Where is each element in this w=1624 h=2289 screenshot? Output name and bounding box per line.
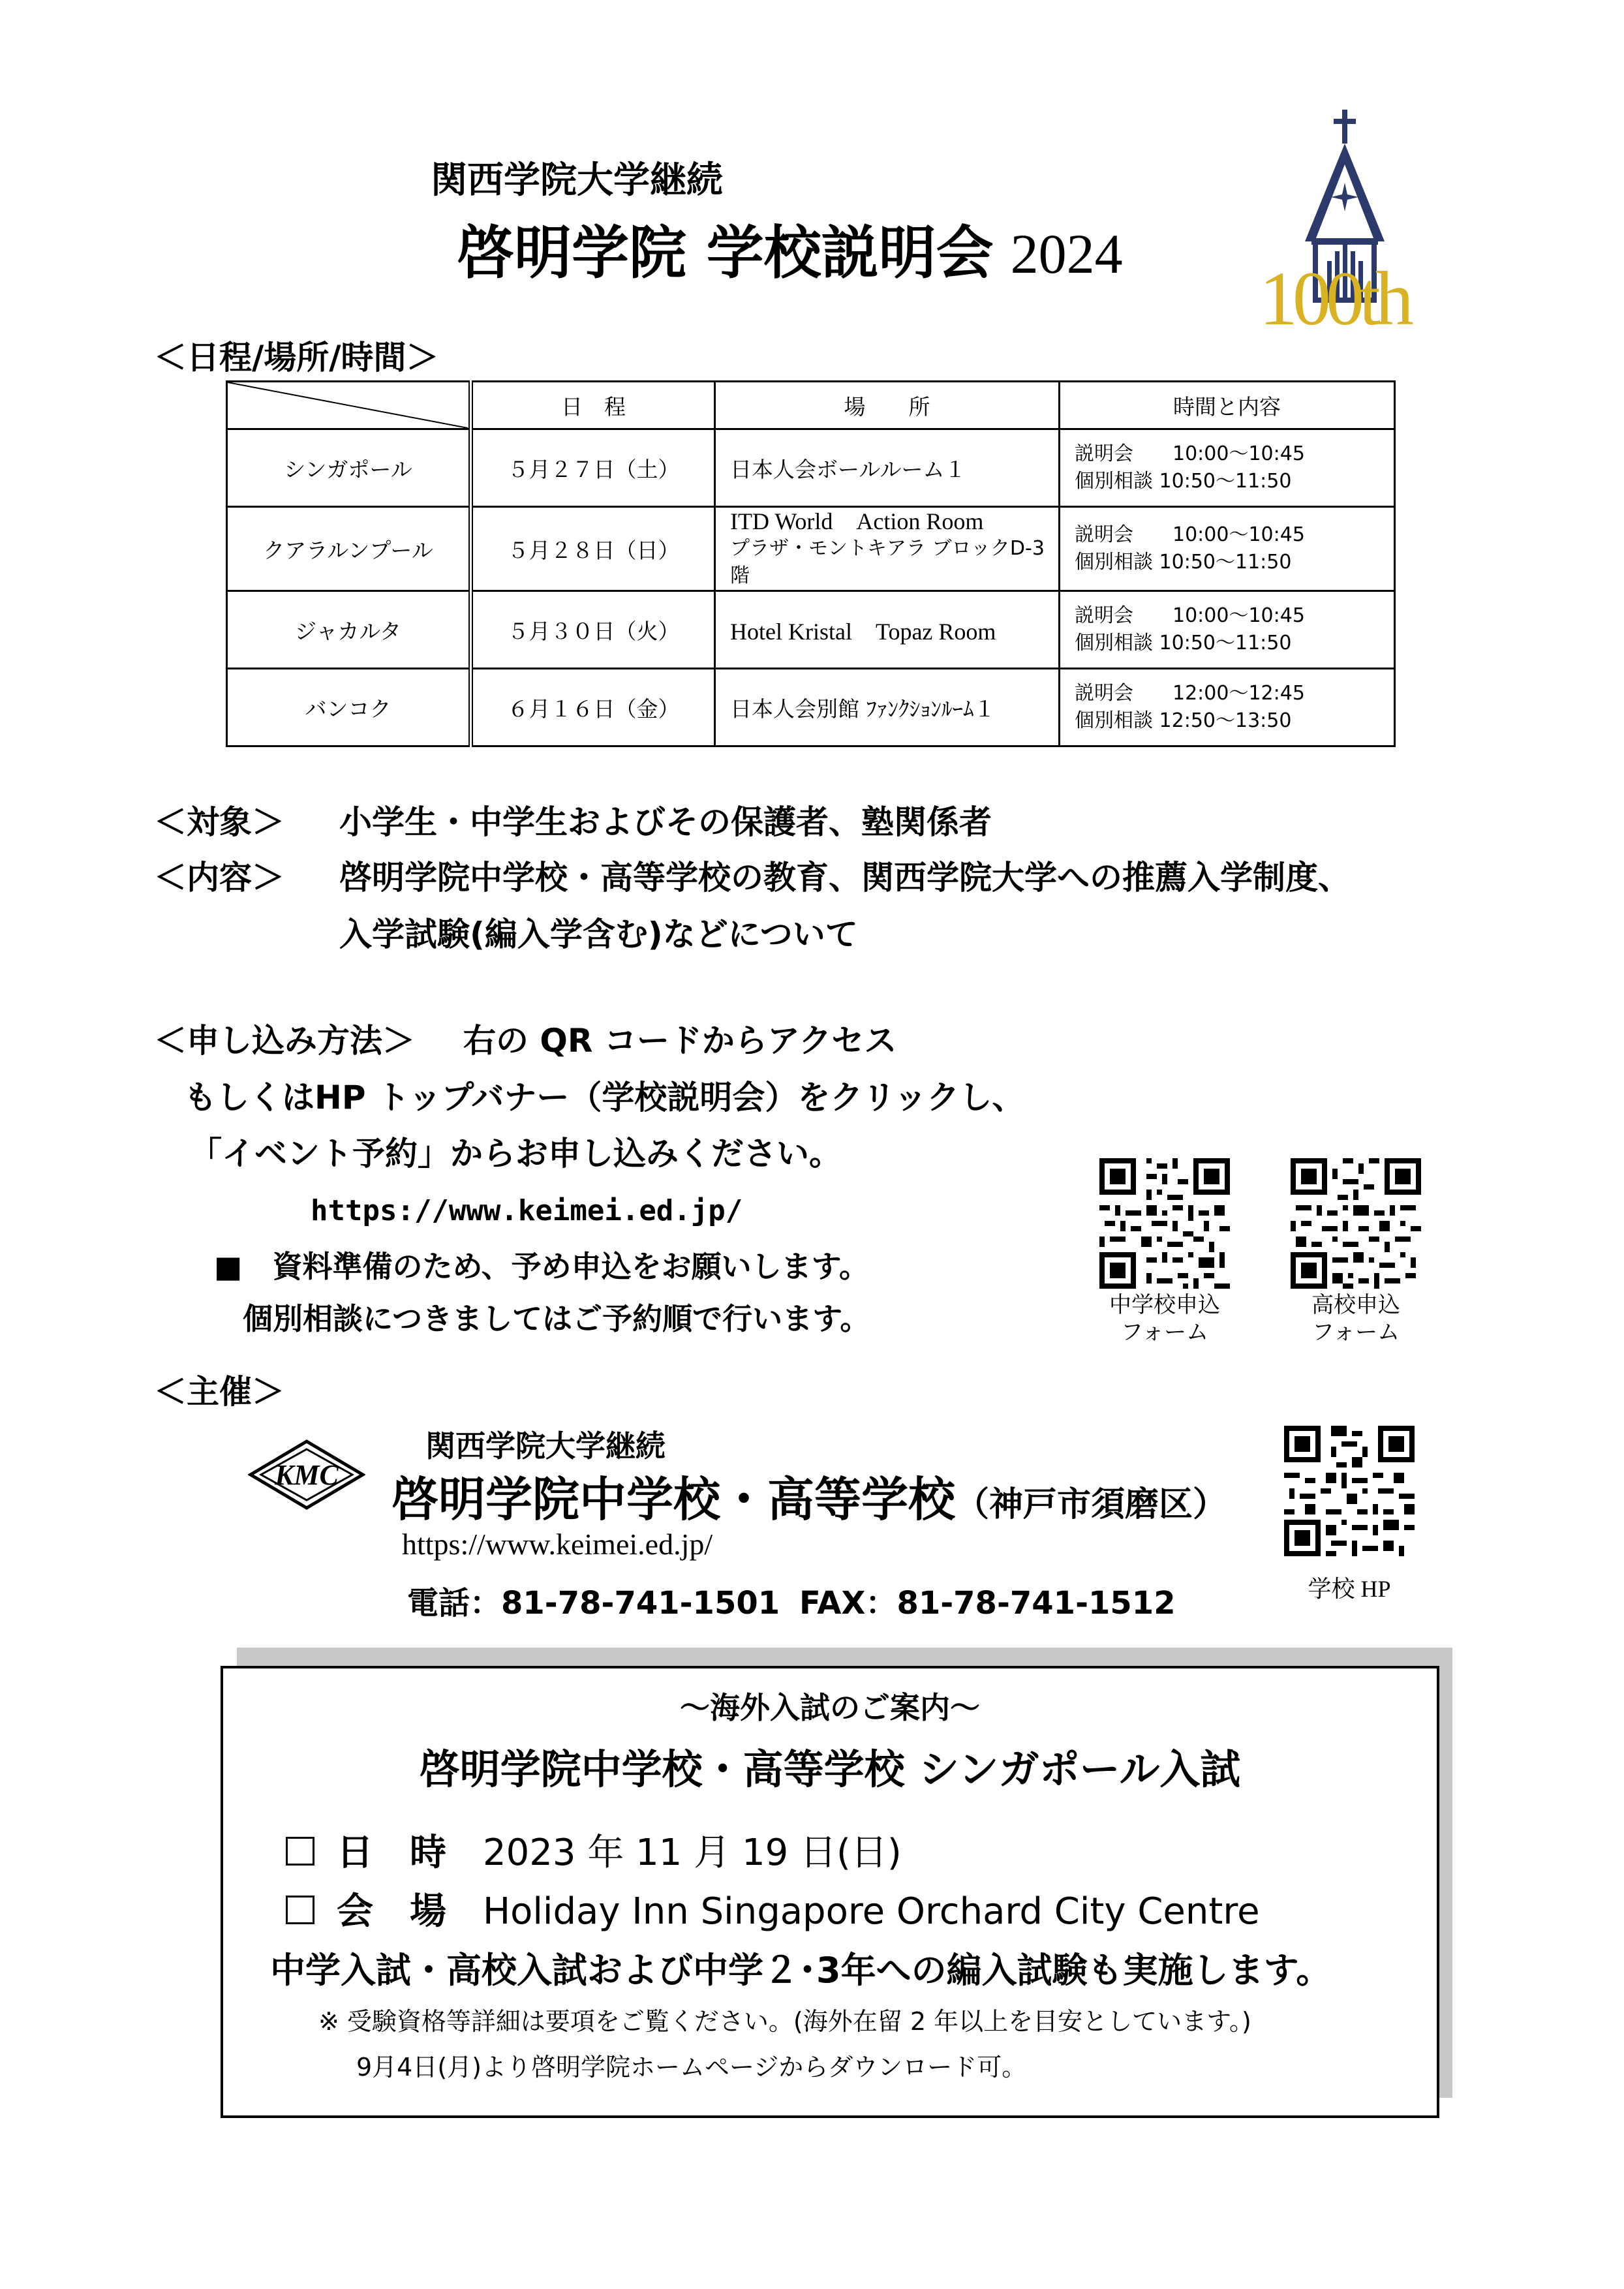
organizer-name: 啓明学院中学校・高等学校（神戸市須磨区）	[391, 1472, 1227, 1527]
table-row	[227, 507, 1395, 591]
qr-school-hp[interactable]	[1284, 1426, 1415, 1604]
exam-note-1: ※ 受験資格等詳細は要項をご覧ください。(海外在留 2 年以上を目安としています。)	[318, 2007, 1251, 2036]
qr-middle-caption: 中学校申込 フォーム	[1109, 1292, 1220, 1345]
checkbox-icon	[286, 1837, 314, 1866]
place-cell: 日本人会別館 ﾌｧﾝｸｼｮﾝﾙｰﾑ１	[715, 669, 1060, 746]
schedule-heading: ＜日程/場所/時間＞	[154, 339, 439, 376]
city-cell: クアラルンプール	[227, 507, 471, 591]
time-cell: 説明会 10:00～10:45 個別相談 10:50～11:50	[1060, 429, 1395, 507]
city-cell: ジャカルタ	[227, 591, 471, 669]
col-header-time: 時間と内容	[1060, 382, 1395, 429]
apply-line-2: もしくはHP トップバナー（学校説明会）をクリックし、	[184, 1079, 1025, 1116]
city-cell: シンガポール	[227, 429, 471, 507]
apply-line-3: 「イベント予約」からお申し込みください。	[189, 1135, 842, 1173]
svg-text:KMC: KMC	[275, 1459, 339, 1491]
organizer-label: ＜主催＞	[154, 1373, 284, 1411]
table-corner	[227, 382, 471, 429]
box-title: 啓明学院中学校・高等学校 シンガポール入試	[419, 1745, 1241, 1793]
box-heading: ～海外入試のご案内～	[680, 1690, 980, 1725]
target-label: ＜対象＞	[154, 803, 284, 841]
place-cell: ITD World Action Room プラザ・モントキアラ ブロックD-3階	[715, 507, 1060, 591]
qr-code-icon[interactable]	[1291, 1158, 1421, 1289]
supertitle: 関西学院大学継続	[431, 159, 723, 202]
qr-code-icon[interactable]	[1284, 1426, 1415, 1556]
schedule-table	[226, 380, 1396, 747]
organizer-url[interactable]: https://www.keimei.ed.jp/	[402, 1528, 713, 1561]
qr-high-school-form[interactable]	[1291, 1158, 1434, 1346]
date-cell: ５月２７日（土）	[471, 429, 715, 507]
anniversary-logo	[1259, 104, 1475, 339]
qr-high-caption: 高校申込 フォーム	[1311, 1292, 1400, 1345]
table-row	[227, 429, 1395, 507]
qr-code-icon[interactable]	[1099, 1158, 1230, 1289]
col-header-date: 日 程	[471, 382, 715, 429]
date-cell: ５月２８日（日）	[471, 507, 715, 591]
apply-note-2: 個別相談につきましてはご予約順で行います。	[243, 1301, 870, 1336]
diagonal-line	[228, 382, 468, 428]
school-emblem-icon	[248, 1439, 365, 1511]
exam-note-2: 9月4日(月)より啓明学院ホームページからダウンロード可。	[356, 2053, 1027, 2082]
organizer-fax: FAX：81-78-741-1512	[799, 1585, 1176, 1621]
page-title	[457, 207, 1123, 290]
content-line-2: 入学試験(編入学含む)などについて	[339, 915, 858, 953]
col-header-place: 場 所	[715, 382, 1060, 429]
date-cell: ５月３０日（火）	[471, 591, 715, 669]
target-text: 小学生・中学生およびその保護者、塾関係者	[339, 803, 992, 841]
overseas-exam-box	[221, 1666, 1439, 2118]
apply-note-1: ■ 資料準備のため、予め申込をお願いします。	[214, 1249, 869, 1284]
title-year: 2024	[1010, 223, 1123, 285]
exam-date-line: 日 時 2023 年 11 月 19 日(日)	[286, 1824, 902, 1876]
content-label: ＜内容＞	[154, 859, 284, 897]
time-cell: 説明会 12:00～12:45 個別相談 12:50～13:50	[1060, 669, 1395, 746]
time-cell: 説明会 10:00～10:45 個別相談 10:50～11:50	[1060, 591, 1395, 669]
checkbox-icon	[286, 1896, 314, 1924]
organizer-sub: 関西学院大学継続	[425, 1428, 666, 1464]
date-cell: ６月１６日（金）	[471, 669, 715, 746]
time-cell: 説明会 10:00～10:45 個別相談 10:50～11:50	[1060, 507, 1395, 591]
organizer-phone: 電話：81-78-741-1501	[407, 1585, 780, 1621]
qr-school-caption: 学校 HP	[1308, 1576, 1391, 1602]
table-row	[227, 591, 1395, 669]
content-line-1: 啓明学院中学校・高等学校の教育、関西学院大学への推薦入学制度、	[339, 859, 1351, 897]
table-row	[227, 669, 1395, 746]
apply-line-1: 右の QR コードからアクセス	[463, 1022, 897, 1060]
anniversary-text: 100th	[1259, 256, 1409, 341]
title-text: 啓明学院 学校説明会	[457, 219, 994, 286]
city-cell: バンコク	[227, 669, 471, 746]
exam-venue-line: 会 場 Holiday Inn Singapore Orchard City Centre	[286, 1882, 1260, 1935]
qr-middle-school-form[interactable]	[1099, 1158, 1243, 1346]
exam-notice: 中学入試・高校入試および中学２･3年への編入試験も実施します。	[270, 1950, 1332, 1991]
apply-label: ＜申し込み方法＞	[154, 1022, 415, 1060]
place-cell: Hotel Kristal Topaz Room	[715, 591, 1060, 669]
apply-url[interactable]: https://www.keimei.ed.jp/	[311, 1194, 743, 1227]
place-cell: 日本人会ボールルーム１	[715, 429, 1060, 507]
school-emblem	[248, 1439, 365, 1513]
